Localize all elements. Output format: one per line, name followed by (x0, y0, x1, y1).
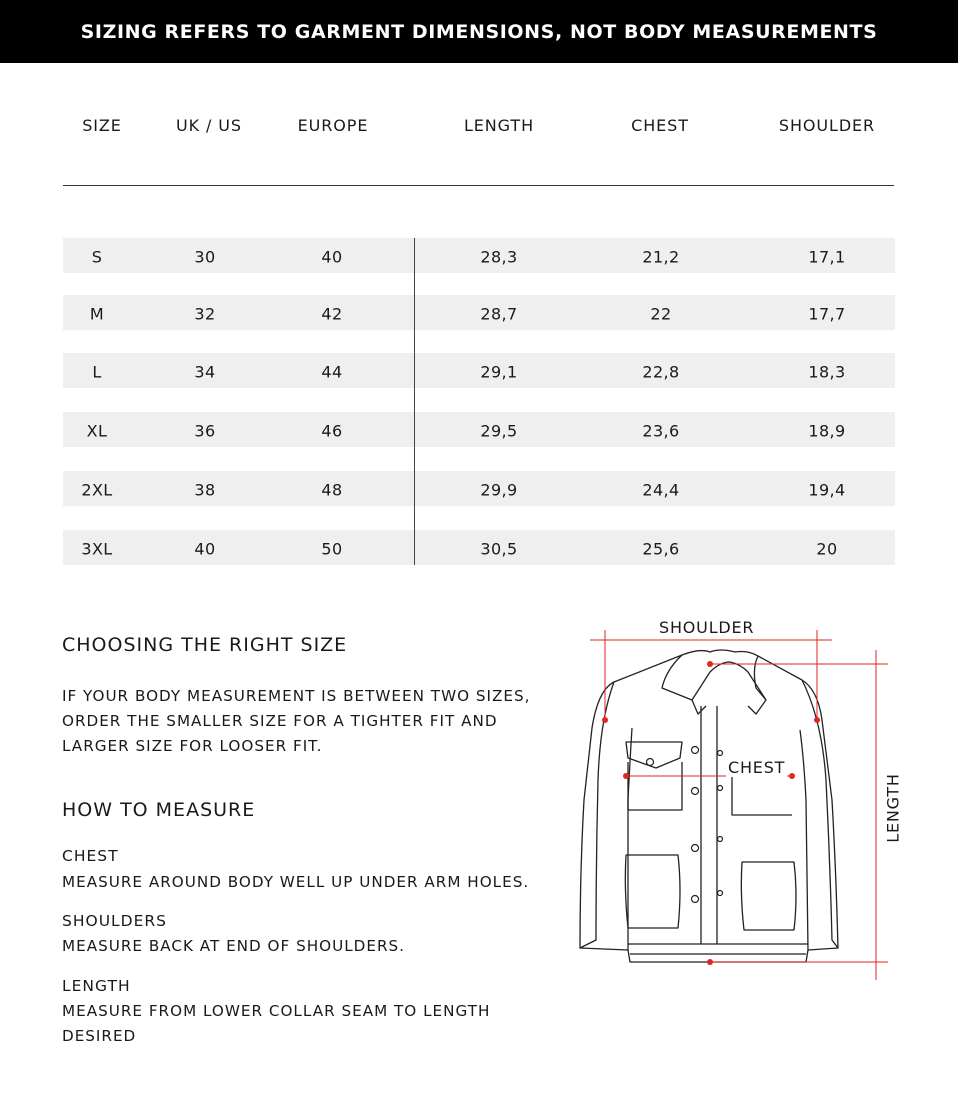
table-cell: 19,4 (808, 480, 846, 500)
table-row (63, 412, 895, 447)
chest-label: CHEST (728, 758, 786, 777)
header-europe: EUROPE (297, 116, 369, 135)
table-cell: 40 (321, 247, 343, 267)
how-to-measure-title: HOW TO MEASURE (62, 799, 256, 821)
table-cell: 29,5 (480, 421, 518, 441)
header-chest: CHEST (631, 116, 689, 135)
choosing-line-3: LARGER SIZE FOR LOOSER FIT. (62, 737, 323, 755)
table-cell: 50 (321, 539, 343, 559)
length-title: LENGTH (62, 977, 131, 995)
table-cell: 40 (194, 539, 216, 559)
table-cell: 18,9 (808, 421, 846, 441)
length-text-line-1: MEASURE FROM LOWER COLLAR SEAM TO LENGTH (62, 1002, 491, 1020)
table-cell: 21,2 (642, 247, 680, 267)
table-cell: 22 (650, 304, 672, 324)
table-cell: 17,1 (808, 247, 846, 267)
header-uk-us: UK / US (176, 116, 242, 135)
table-row (63, 295, 895, 330)
header-length: LENGTH (463, 116, 535, 135)
table-cell: 24,4 (642, 480, 680, 500)
table-cell: 20 (816, 539, 838, 559)
table-cell: 18,3 (808, 362, 846, 382)
table-cell: 22,8 (642, 362, 680, 382)
header-divider (63, 185, 894, 186)
jacket-diagram (570, 610, 910, 1000)
table-cell: 3XL (81, 539, 113, 559)
choosing-line-1: IF YOUR BODY MEASUREMENT IS BETWEEN TWO SIZES, (62, 687, 531, 705)
table-cell: 28,3 (480, 247, 518, 267)
table-cell: 48 (321, 480, 343, 500)
table-cell: 29,1 (480, 362, 518, 382)
table-cell: 46 (321, 421, 343, 441)
header-shoulder: SHOULDER (778, 116, 876, 135)
table-cell: 32 (194, 304, 216, 324)
table-cell: 42 (321, 304, 343, 324)
table-row (63, 471, 895, 506)
length-label: LENGTH (883, 773, 903, 843)
table-cell: 34 (194, 362, 216, 382)
table-cell: L (92, 362, 102, 382)
chest-title: CHEST (62, 847, 119, 865)
table-cell: XL (86, 421, 108, 441)
table-cell: 2XL (81, 480, 113, 500)
table-cell: 28,7 (480, 304, 518, 324)
table-cell: 29,9 (480, 480, 518, 500)
sizing-banner: SIZING REFERS TO GARMENT DIMENSIONS, NOT BODY MEASUREMENTS (0, 0, 958, 63)
table-row (63, 353, 895, 388)
table-cell: 30 (194, 247, 216, 267)
table-cell: 23,6 (642, 421, 680, 441)
table-cell: M (89, 304, 105, 324)
table-cell: 44 (321, 362, 343, 382)
shoulder-label: SHOULDER (659, 618, 755, 637)
length-text-line-2: DESIRED (62, 1027, 137, 1045)
table-cell: 17,7 (808, 304, 846, 324)
choosing-title: CHOOSING THE RIGHT SIZE (62, 634, 348, 656)
header-size: SIZE (82, 116, 122, 135)
table-row (63, 530, 895, 565)
shoulders-title: SHOULDERS (62, 912, 168, 930)
table-cell: S (91, 247, 103, 267)
shoulders-text: MEASURE BACK AT END OF SHOULDERS. (62, 937, 405, 955)
column-divider (414, 238, 415, 565)
table-cell: 25,6 (642, 539, 680, 559)
table-cell: 36 (194, 421, 216, 441)
choosing-line-2: ORDER THE SMALLER SIZE FOR A TIGHTER FIT AND (62, 712, 498, 730)
table-cell: 30,5 (480, 539, 518, 559)
chest-text: MEASURE AROUND BODY WELL UP UNDER ARM HOLES. (62, 873, 530, 891)
table-cell: 38 (194, 480, 216, 500)
table-row (63, 238, 895, 273)
